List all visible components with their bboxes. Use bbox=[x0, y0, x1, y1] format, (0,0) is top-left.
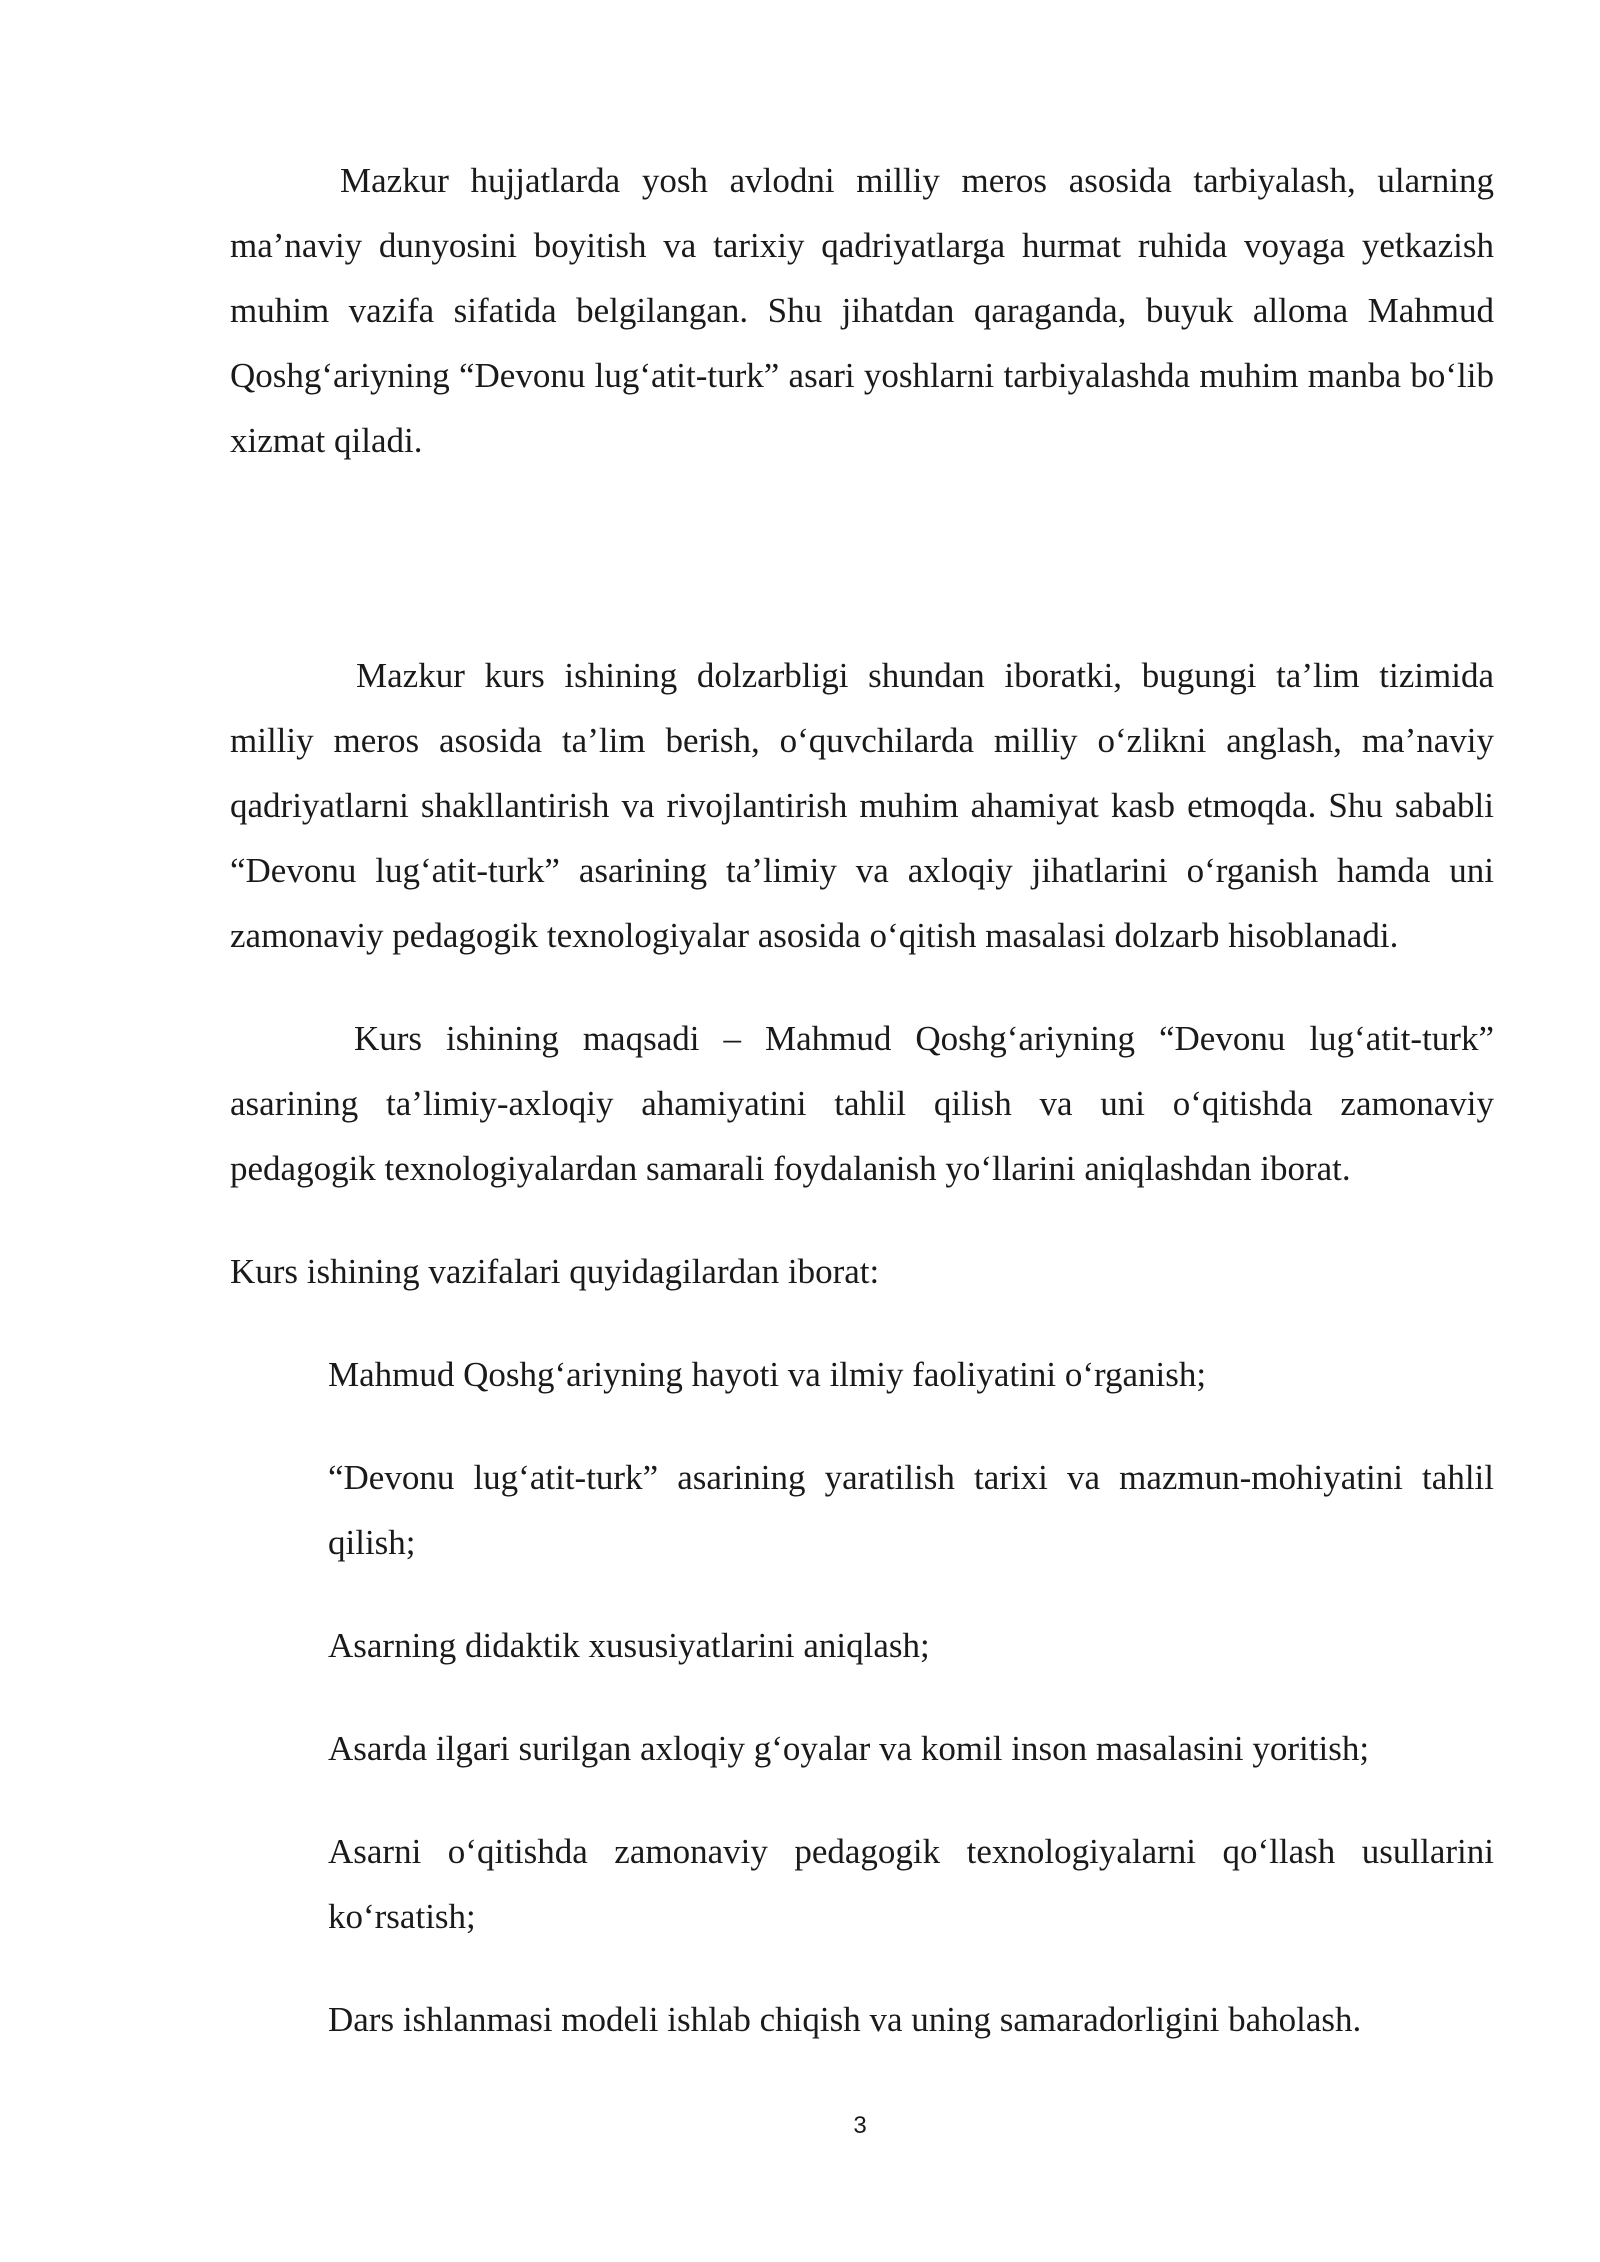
task-item: Dars ishlanmasi modeli ishlab chiqish va uning samaradorligini baholash. bbox=[328, 2000, 1362, 2039]
paragraph-relevance: Mazkur kurs ishining dolzarbligi shundan iboratki, bugungi ta’lim tizimida milliy meros asosida ta’lim berish, o‘quvchilarda milliy o‘zlikni anglash, ma’naviy qadriyatlarni shakllantirish va rivojlantirish muhim ahamiyat kasb etmoqda. Shu sababli “Devonu lug‘atit-turk” asarining ta’limiy va axloqiy jihatlarini o‘rganish hamda uni zamonaviy pedagogik texnologiyalar asosida o‘qitish masalasi dolzarb hisoblanadi. bbox=[230, 656, 1494, 955]
task-item: “Devonu lug‘atit-turk” asarining yaratilish tarixi va mazmun-mohiyatini tahlil qilish; bbox=[328, 1458, 1494, 1562]
document-page bbox=[230, 148, 1494, 2052]
paragraph-tasks-heading: Kurs ishining vazifalari quyidagilardan iborat: bbox=[230, 1252, 880, 1291]
task-item: Asarning didaktik xususiyatlarini aniqlash; bbox=[328, 1626, 930, 1665]
paragraph-goal: Kurs ishining maqsadi – Mahmud Qoshg‘ariyning “Devonu lug‘atit-turk” asarining ta’limiy-axloqiy ahamiyatini tahlil qilish va uni o‘qitishda zamonaviy pedagogik texnologiyalardan samarali foydalanish yo‘llarini aniqlashdan iborat. bbox=[230, 1019, 1494, 1188]
paragraph-intro: Mazkur hujjatlarda yosh avlodni milliy meros asosida tarbiyalash, ularning ma’naviy dunyosini boyitish va tarixiy qadriyatlarga hurmat ruhida voyaga yetkazish muhim vazifa sifatida belgilangan. Shu jihatdan qaraganda, buyuk alloma Mahmud Qoshg‘ariyning “Devonu lug‘atit-turk” asari yoshlarni tarbiyalashda muhim manba bo‘lib xizmat qiladi. bbox=[230, 161, 1494, 460]
task-item: Mahmud Qoshg‘ariyning hayoti va ilmiy faoliyatini o‘rganish; bbox=[328, 1355, 1207, 1394]
tasks-list bbox=[230, 1342, 1494, 2052]
page-number: 3 bbox=[853, 2112, 867, 2139]
task-item: Asarda ilgari surilgan axloqiy g‘oyalar va komil inson masalasini yoritish; bbox=[328, 1729, 1370, 1768]
task-item: Asarni o‘qitishda zamonaviy pedagogik texnologiyalarni qo‘llash usullarini ko‘rsatish; bbox=[328, 1832, 1494, 1936]
